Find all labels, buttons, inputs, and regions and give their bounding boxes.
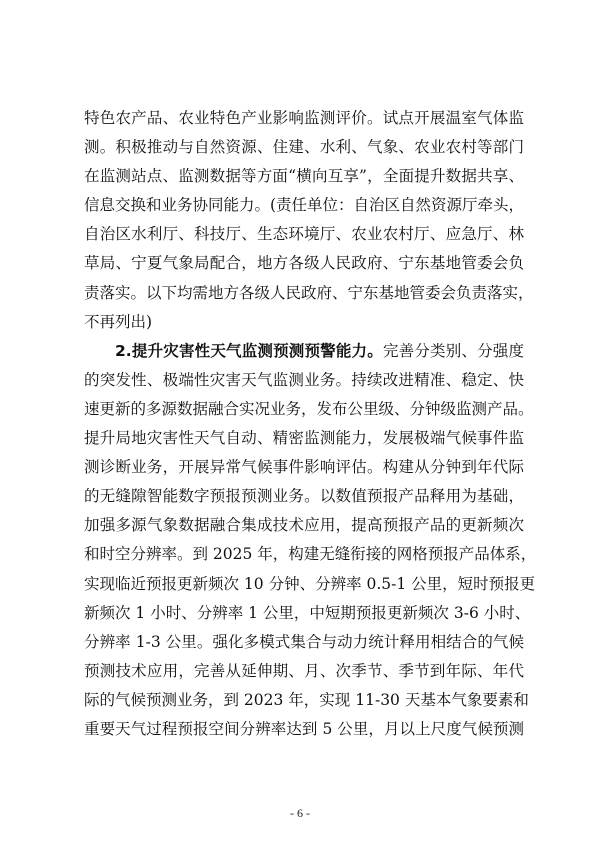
text-line: 信息交换和业务协同能力。(责任单位：自治区自然资源厅牵头， (84, 196, 525, 215)
text-line: 实现临近预报更新频次 10 分钟、分辨率 0.5-1 公里，短时预报更 (84, 574, 536, 593)
page-number: - 6 - (290, 806, 310, 820)
text-line: 草局、宁夏气象局配合，地方各级人民政府、宁东基地管委会负 (84, 254, 524, 273)
text-line: 际的气候预测业务，到 2023 年，实现 11-30 天基本气象要素和 (84, 690, 529, 709)
text-line: 责落实。以下均需地方各级人民政府、宁东基地管委会负责落实， (84, 283, 534, 302)
text-line: 测诊断业务，开展异常气候事件影响评估。构建从分钟到年代际 (84, 458, 524, 477)
text-line: 的突发性、极端性灾害天气监测业务。持续改进精准、稳定、快 (84, 370, 524, 389)
heading-line-continuation: 完善分类别、分强度 (382, 341, 524, 360)
text-line: 重要天气过程预报空间分辨率达到 5 公里，月以上尺度气候预测 (84, 719, 524, 738)
text-line: 速更新的多源数据融合实况业务，发布公里级、分钟级监测产品。 (84, 399, 534, 418)
text-line: 在监测站点、监测数据等方面“横向互享”，全面提升数据共享、 (84, 167, 524, 186)
text-line: 分辨率 1-3 公里。强化多模式集合与动力统计释用相结合的气候 (84, 632, 524, 651)
text-line: 自治区水利厅、科技厅、生态环境厅、农业农村厅、应急厅、林 (84, 225, 524, 244)
text-line: 加强多源气象数据融合集成技术应用，提高预报产品的更新频次 (84, 516, 524, 535)
section-heading: 2.提升灾害性天气监测预测预警能力。 (115, 341, 383, 360)
text-line: 新频次 1 小时、分辨率 1 公里，中短期预报更新频次 3-6 小时、 (84, 603, 531, 622)
text-line: 测。积极推动与自然资源、住建、水利、气象、农业农村等部门 (84, 138, 524, 157)
text-line: 特色农产品、农业特色产业影响监测评价。试点开展温室气体监 (84, 109, 524, 127)
text-line: 预测技术应用，完善从延伸期、月、次季节、季节到年际、年代 (84, 661, 524, 680)
body-text (84, 104, 537, 744)
text-line: 的无缝隙智能数字预报预测业务。以数值预报产品释用为基础， (84, 487, 524, 506)
paragraph-first-line (84, 337, 524, 366)
text-line: 和时空分辨率。到 2025 年，构建无缝衔接的网格预报产品体系， (84, 545, 537, 564)
text-line: 提升局地灾害性天气自动、精密监测能力，发展极端气候事件监 (84, 429, 524, 448)
text-line: 不再列出) (84, 312, 153, 331)
